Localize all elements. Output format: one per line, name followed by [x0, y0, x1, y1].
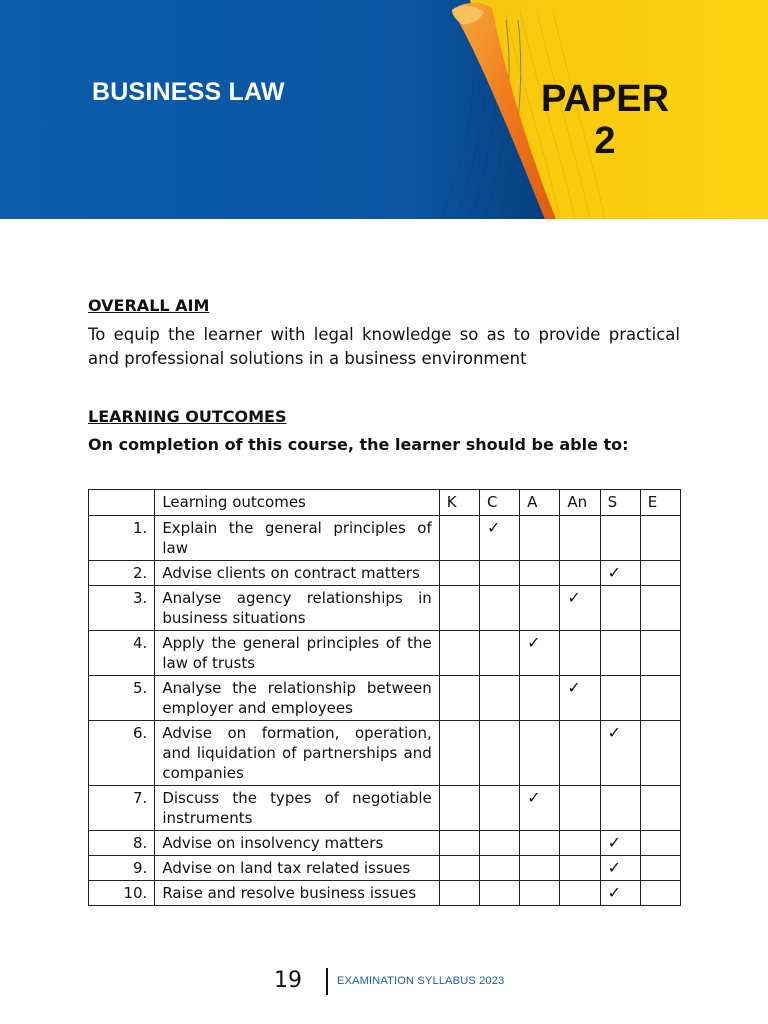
header-s: S [600, 490, 640, 516]
outcome-text-content: Raise and resolve business issues [162, 884, 417, 902]
header-banner [0, 0, 768, 219]
outcome-text [155, 516, 439, 561]
outcome-text [155, 561, 439, 586]
level-cell-an [560, 721, 600, 786]
outcome-text [155, 586, 439, 631]
learning-outcomes-table [88, 489, 681, 906]
level-cell-k [439, 786, 479, 831]
level-cell-s: ✓ [600, 881, 640, 906]
outcome-number: 6. [89, 721, 155, 786]
table-row [89, 881, 681, 906]
level-cell-e [640, 631, 680, 676]
level-cell-c [479, 676, 519, 721]
level-cell-k [439, 676, 479, 721]
outcome-text-content: Advise clients on contract matters [162, 564, 420, 582]
level-cell-e [640, 786, 680, 831]
level-cell-k [439, 516, 479, 561]
level-cell-s: ✓ [600, 561, 640, 586]
level-cell-c: ✓ [479, 516, 519, 561]
level-cell-c [479, 831, 519, 856]
outcome-text-content: Explain the general principles of law [162, 519, 432, 557]
footer-divider [326, 968, 328, 995]
header-k: K [439, 490, 479, 516]
level-cell-an [560, 856, 600, 881]
level-cell-s [600, 676, 640, 721]
outcome-text [155, 831, 439, 856]
level-cell-e [640, 516, 680, 561]
outcome-text-content: Analyse the relationship between employer and employees [162, 679, 432, 717]
outcome-text-content: Analyse agency relationships in business situations [162, 589, 432, 627]
level-cell-e [640, 881, 680, 906]
overall-aim-heading: OVERALL AIM [88, 296, 210, 315]
level-cell-c [479, 721, 519, 786]
level-cell-k [439, 831, 479, 856]
level-cell-an [560, 786, 600, 831]
page-number: 19 [274, 968, 302, 993]
table-row [89, 721, 681, 786]
level-cell-s: ✓ [600, 831, 640, 856]
outcome-number: 7. [89, 786, 155, 831]
level-cell-a: ✓ [520, 786, 560, 831]
table-row [89, 831, 681, 856]
level-cell-c [479, 856, 519, 881]
paper-badge [520, 78, 690, 162]
level-cell-k [439, 631, 479, 676]
level-cell-e [640, 586, 680, 631]
table-row [89, 786, 681, 831]
outcome-number: 5. [89, 676, 155, 721]
table-row [89, 856, 681, 881]
overall-aim-text: To equip the learner with legal knowledge so as to provide practical and professional solutions in a business environment [88, 325, 680, 368]
level-cell-a: ✓ [520, 631, 560, 676]
level-cell-an [560, 881, 600, 906]
level-cell-s: ✓ [600, 856, 640, 881]
outcome-number: 8. [89, 831, 155, 856]
table-row [89, 631, 681, 676]
outcome-text [155, 676, 439, 721]
header-c: C [479, 490, 519, 516]
level-cell-s [600, 516, 640, 561]
header-e: E [640, 490, 680, 516]
level-cell-an: ✓ [560, 676, 600, 721]
outcome-text-content: Apply the general principles of the law of trusts [162, 634, 432, 672]
table-row [89, 676, 681, 721]
outcome-text [155, 856, 439, 881]
level-cell-s [600, 786, 640, 831]
header-an: An [560, 490, 600, 516]
outcome-text-content: Discuss the types of negotiable instruments [162, 789, 432, 827]
outcome-number: 4. [89, 631, 155, 676]
level-cell-a [520, 856, 560, 881]
learning-outcomes-heading: LEARNING OUTCOMES [88, 407, 287, 426]
level-cell-s [600, 631, 640, 676]
level-cell-an [560, 561, 600, 586]
outcome-text [155, 881, 439, 906]
outcome-text [155, 631, 439, 676]
outcome-text [155, 786, 439, 831]
table-row [89, 516, 681, 561]
outcome-number: 1. [89, 516, 155, 561]
level-cell-a [520, 676, 560, 721]
level-cell-a [520, 586, 560, 631]
level-cell-c [479, 586, 519, 631]
level-cell-k [439, 721, 479, 786]
level-cell-a [520, 831, 560, 856]
level-cell-s: ✓ [600, 721, 640, 786]
outcome-number: 2. [89, 561, 155, 586]
outcome-text-content: Advise on insolvency matters [162, 834, 384, 852]
outcome-number: 3. [89, 586, 155, 631]
header-a: A [520, 490, 560, 516]
level-cell-an [560, 631, 600, 676]
level-cell-an: ✓ [560, 586, 600, 631]
header-outcome: Learning outcomes [155, 490, 439, 516]
level-cell-c [479, 881, 519, 906]
level-cell-k [439, 561, 479, 586]
level-cell-e [640, 721, 680, 786]
level-cell-a [520, 561, 560, 586]
level-cell-a [520, 881, 560, 906]
level-cell-a [520, 721, 560, 786]
level-cell-s [600, 586, 640, 631]
level-cell-k [439, 881, 479, 906]
outcome-text-content: Advise on land tax related issues [162, 859, 411, 877]
outcome-number: 9. [89, 856, 155, 881]
paper-number: 2 [594, 120, 616, 162]
level-cell-c [479, 786, 519, 831]
outcome-text-content: Advise on formation, operation, and liquidation of partnerships and companies [162, 724, 432, 782]
level-cell-e [640, 856, 680, 881]
level-cell-a [520, 516, 560, 561]
level-cell-e [640, 831, 680, 856]
header-number [89, 490, 155, 516]
paper-label: PAPER [540, 78, 670, 120]
level-cell-an [560, 516, 600, 561]
level-cell-c [479, 631, 519, 676]
level-cell-k [439, 586, 479, 631]
level-cell-an [560, 831, 600, 856]
footer-text: EXAMINATION SYLLABUS 2023 [337, 975, 505, 987]
table-row [89, 586, 681, 631]
outcome-number: 10. [89, 881, 155, 906]
course-title: BUSINESS LAW [92, 78, 285, 106]
table-row [89, 561, 681, 586]
table-header-row [89, 490, 681, 516]
outcome-text [155, 721, 439, 786]
level-cell-k [439, 856, 479, 881]
level-cell-e [640, 561, 680, 586]
learning-outcomes-intro: On completion of this course, the learner should be able to: [88, 435, 629, 454]
level-cell-e [640, 676, 680, 721]
level-cell-c [479, 561, 519, 586]
